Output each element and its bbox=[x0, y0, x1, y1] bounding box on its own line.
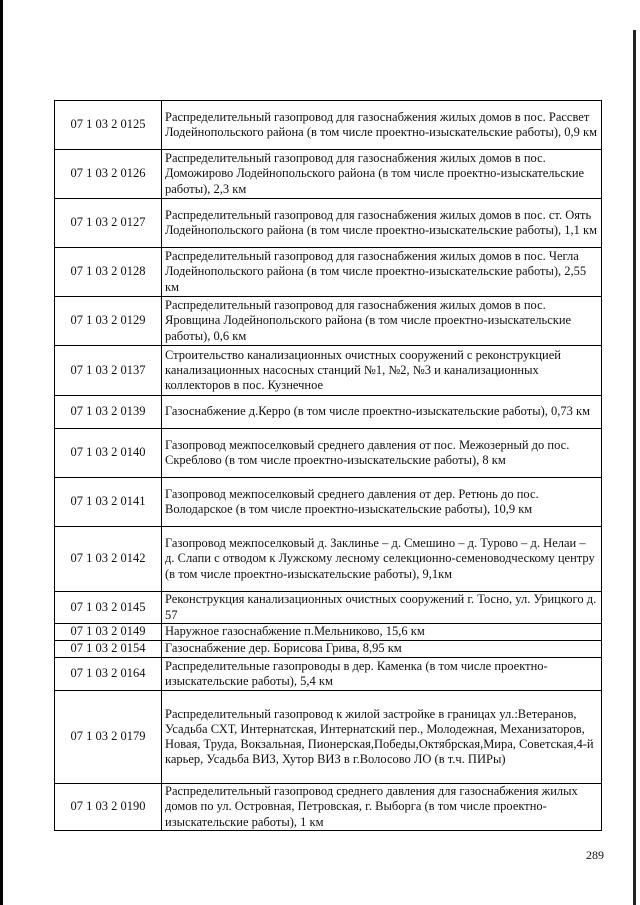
description-cell: Распределительные газопроводы в дер. Каменка (в том числе проектно-изыскательские работы), 5,4 км bbox=[162, 658, 602, 691]
table-row bbox=[55, 199, 602, 248]
table-row bbox=[55, 641, 602, 658]
table-row bbox=[55, 478, 602, 527]
table-row bbox=[55, 297, 602, 346]
code-cell: 07 1 03 2 0142 bbox=[55, 527, 162, 592]
code-cell: 07 1 03 2 0190 bbox=[55, 784, 162, 831]
description-cell: Газопровод межпоселковый среднего давления от дер. Ретюнь до пос. Володарское (в том числе проектно-изыскательские работы), 10,9 км bbox=[162, 478, 602, 527]
description-cell: Газопровод межпоселковый среднего давления от пос. Межозерный до пос. Скреблово (в том числе проектно-изыскательские работы), 8 км bbox=[162, 429, 602, 478]
description-cell: Распределительный газопровод для газоснабжения жилых домов в пос. Чегла Лодейнопольского района (в том числе проектно-изыскательские работы), 2,55 км bbox=[162, 248, 602, 297]
description-cell: Реконструкция канализационных очистных сооружений г. Тосно, ул. Урицкого д. 57 bbox=[162, 592, 602, 624]
table-row bbox=[55, 429, 602, 478]
page-number: 289 bbox=[586, 848, 604, 862]
table-row bbox=[55, 248, 602, 297]
code-cell: 07 1 03 2 0126 bbox=[55, 150, 162, 199]
code-cell: 07 1 03 2 0127 bbox=[55, 199, 162, 248]
code-cell: 07 1 03 2 0128 bbox=[55, 248, 162, 297]
description-cell: Распределительный газопровод для газоснабжения жилых домов в пос. Рассвет Лодейнопольского района (в том числе проектно-изыскательские работы), 0,9 км bbox=[162, 101, 602, 150]
table-row bbox=[55, 150, 602, 199]
scan-left-edge bbox=[0, 0, 3, 905]
description-cell: Строительство канализационных очистных сооружений с реконструкцией канализационных насосных станций №1, №2, №3 и канализационных коллекторов в пос. Кузнечное bbox=[162, 346, 602, 396]
code-cell: 07 1 03 2 0141 bbox=[55, 478, 162, 527]
description-cell: Наружное газоснабжение п.Мельниково, 15,6 км bbox=[162, 624, 602, 641]
code-cell: 07 1 03 2 0154 bbox=[55, 641, 162, 658]
table-row bbox=[55, 101, 602, 150]
scan-right-edge bbox=[633, 30, 636, 905]
table-row bbox=[55, 658, 602, 691]
budget-code-table bbox=[54, 100, 602, 831]
code-cell: 07 1 03 2 0179 bbox=[55, 691, 162, 784]
code-cell: 07 1 03 2 0139 bbox=[55, 396, 162, 429]
description-cell: Газоснабжение д.Керро (в том числе проектно-изыскательские работы), 0,73 км bbox=[162, 396, 602, 429]
table-row bbox=[55, 784, 602, 831]
code-cell: 07 1 03 2 0145 bbox=[55, 592, 162, 624]
code-cell: 07 1 03 2 0137 bbox=[55, 346, 162, 396]
table-row bbox=[55, 396, 602, 429]
code-cell: 07 1 03 2 0164 bbox=[55, 658, 162, 691]
table-row bbox=[55, 592, 602, 624]
description-cell: Газоснабжение дер. Борисова Грива, 8,95 км bbox=[162, 641, 602, 658]
description-cell: Распределительный газопровод для газоснабжения жилых домов в пос. Яровщина Лодейнопольского района (в том числе проектно-изыскательские работы), 0,6 км bbox=[162, 297, 602, 346]
description-cell: Распределительный газопровод для газоснабжения жилых домов в пос. Доможирово Лодейнопольского района (в том числе проектно-изыскательские работы), 2,3 км bbox=[162, 150, 602, 199]
description-cell: Распределительный газопровод среднего давления для газоснабжения жилых домов по ул. Островная, Петровская, г. Выборга (в том числе проектно-изыскательские работы), 1 км bbox=[162, 784, 602, 831]
description-cell: Распределительный газопровод для газоснабжения жилых домов в пос. ст. Оять Лодейнопольского района (в том числе проектно-изыскательские работы), 1,1 км bbox=[162, 199, 602, 248]
code-cell: 07 1 03 2 0125 bbox=[55, 101, 162, 150]
description-cell: Распределительный газопровод к жилой застройке в границах ул.:Ветеранов, Усадьба СХТ, Интернатская, Интернатский пер., Молодежная, Механизаторов, Новая, Труда, Вокзальная, Пионерская,Победы,Октябрская,Мира, Советская,4-й карьер, Усадьба ВИЗ, Хутор ВИЗ в г.Волосово ЛО (в т.ч. ПИРы) bbox=[162, 691, 602, 784]
table-row bbox=[55, 691, 602, 784]
table-row bbox=[55, 346, 602, 396]
code-cell: 07 1 03 2 0140 bbox=[55, 429, 162, 478]
description-cell: Газопровод межпоселковый д. Заклинье – д. Смешино – д. Турово – д. Нелаи – д. Слапи с отводом к Лужскому лесному селекционно-семеноводческому центру (в том числе проектно-изыскательские работы), 9,1км bbox=[162, 527, 602, 592]
table-row bbox=[55, 527, 602, 592]
code-cell: 07 1 03 2 0149 bbox=[55, 624, 162, 641]
code-cell: 07 1 03 2 0129 bbox=[55, 297, 162, 346]
table-row bbox=[55, 624, 602, 641]
